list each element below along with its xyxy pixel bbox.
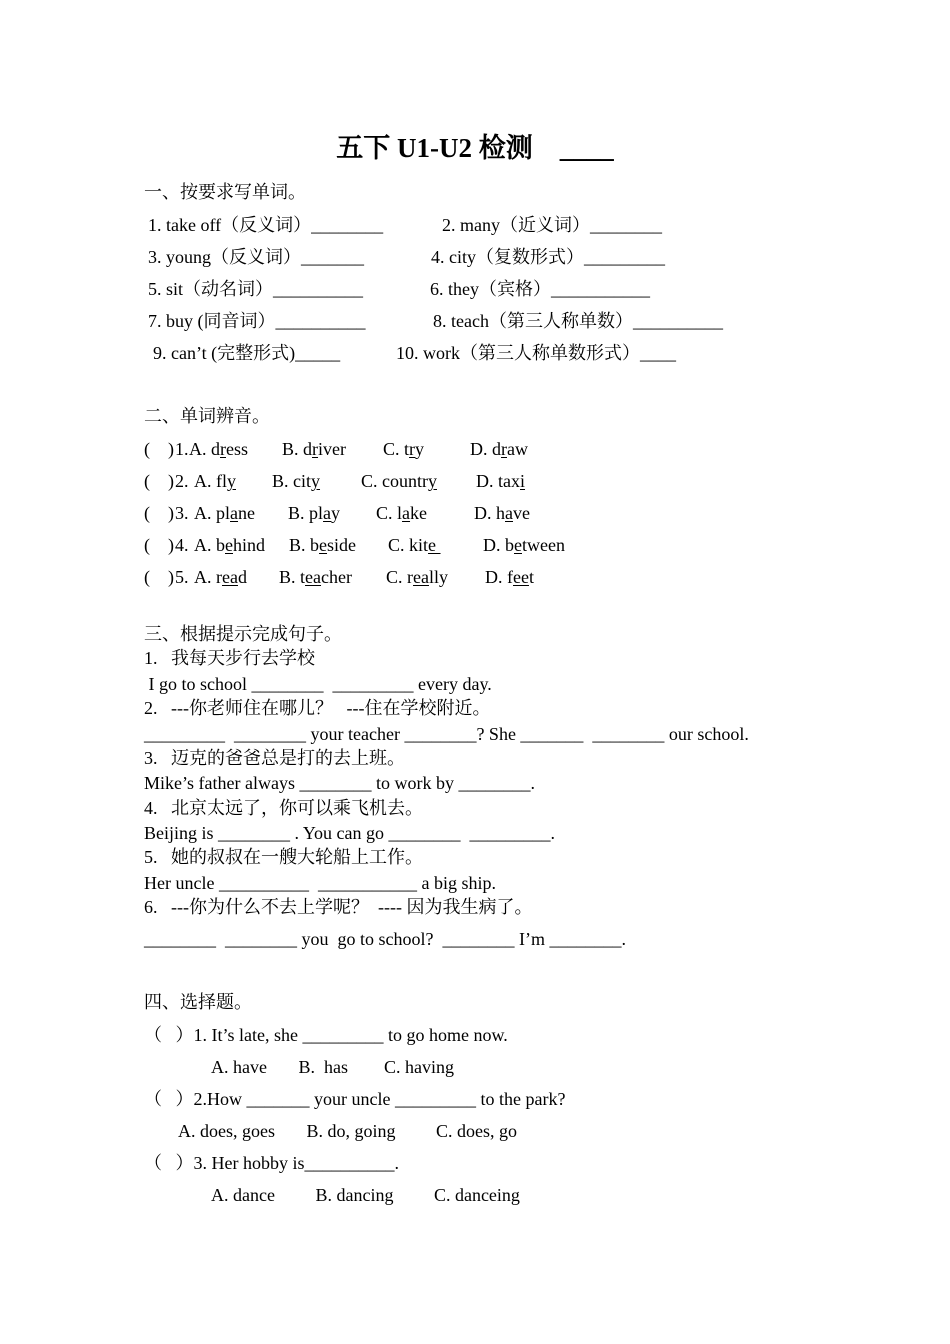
word-part: cit bbox=[293, 471, 312, 491]
word-part: ess bbox=[226, 439, 248, 459]
phonics-option bbox=[282, 438, 346, 460]
option-letter: C. bbox=[388, 535, 405, 555]
word-part: l bbox=[397, 503, 403, 523]
phonics-option bbox=[272, 470, 320, 492]
q1-item: 9. can’t (完整形式)_____ bbox=[153, 343, 341, 363]
item-number: 1. bbox=[175, 439, 189, 459]
word-part: ve bbox=[513, 503, 530, 523]
phonics-option bbox=[383, 438, 424, 460]
option-letter: D. bbox=[485, 567, 503, 587]
word-part: ne bbox=[238, 503, 256, 523]
phonics-option bbox=[474, 502, 530, 524]
underlined-letters: y bbox=[227, 471, 236, 491]
sentence-line: 6. ---你为什么不去上学呢？ ---- 因为我生病了。 bbox=[144, 897, 533, 917]
underlined-letters: a bbox=[402, 503, 411, 523]
underlined-letters: y bbox=[311, 471, 321, 491]
option-letter: C. bbox=[386, 567, 403, 587]
phonics-option bbox=[279, 566, 352, 588]
option-letter: B. bbox=[289, 535, 306, 555]
option-letter: A. bbox=[194, 567, 212, 587]
underlined-letters: e bbox=[514, 535, 522, 555]
q1-item: 4. city（复数形式）_________ bbox=[431, 247, 665, 267]
q1-item: 3. young（反义词）_______ bbox=[148, 247, 364, 267]
item-number: 5. bbox=[175, 567, 189, 587]
choice-options: A. does, goes B. do, going C. does, go bbox=[178, 1121, 517, 1141]
choice-options: A. dance B. dancing C. danceing bbox=[211, 1185, 520, 1205]
option-letter: B. bbox=[288, 503, 305, 523]
q1-item: 6. they（宾格）___________ bbox=[430, 279, 650, 299]
underlined-letters: a bbox=[505, 503, 513, 523]
underlined-letters: ea bbox=[305, 567, 322, 587]
word-part: y bbox=[415, 439, 425, 459]
word-part: lly bbox=[429, 567, 449, 587]
option-letter: C. bbox=[361, 471, 378, 491]
answer-bracket: ( ) bbox=[144, 567, 174, 587]
word-part: d bbox=[237, 567, 247, 587]
word-part: y bbox=[331, 503, 341, 523]
phonics-option bbox=[485, 566, 534, 588]
word-part: h bbox=[496, 503, 505, 523]
underlined-letters: e bbox=[225, 535, 233, 555]
answer-bracket: ( ) bbox=[144, 471, 174, 491]
section-heading: 一、按要求写单词。 bbox=[144, 182, 306, 202]
phonics-option bbox=[483, 534, 565, 556]
q1-item: 5. sit（动名词）__________ bbox=[148, 279, 364, 299]
phonics-option bbox=[289, 534, 356, 556]
phonics-option bbox=[470, 438, 528, 460]
word-part: ke bbox=[410, 503, 428, 523]
phonics-option bbox=[194, 566, 247, 588]
underlined-letters: e bbox=[319, 535, 328, 555]
choice-question: （ ）1. It’s late, she _________ to go home now. bbox=[144, 1025, 508, 1045]
word-part: kit bbox=[409, 535, 429, 555]
sentence-line: Mike’s father always ________ to work by ________. bbox=[144, 773, 535, 793]
choice-question: （ ）3. Her hobby is__________. bbox=[144, 1153, 399, 1173]
option-letter: B. bbox=[272, 471, 289, 491]
answer-bracket: ( ) bbox=[144, 503, 174, 523]
word-part: r bbox=[407, 567, 414, 587]
phonics-option bbox=[194, 502, 255, 524]
sentence-line: ________ ________ you go to school? ________ I’m ________. bbox=[144, 929, 626, 949]
option-letter: C. bbox=[376, 503, 393, 523]
option-letter: D. bbox=[483, 535, 501, 555]
word-part: b bbox=[216, 535, 225, 555]
sentence-line: Her uncle __________ ___________ a big ship. bbox=[144, 873, 496, 893]
word-part: r bbox=[216, 567, 222, 587]
phonics-option bbox=[388, 534, 441, 556]
word-part: b bbox=[505, 535, 514, 555]
phonics-option bbox=[476, 470, 525, 492]
option-letter: B. bbox=[282, 439, 299, 459]
item-number: 4. bbox=[175, 535, 189, 555]
option-letter: A. bbox=[194, 471, 212, 491]
word-part: fl bbox=[216, 471, 227, 491]
sentence-line: 1. 我每天步行去学校 bbox=[144, 648, 315, 668]
word-part: d bbox=[211, 439, 220, 459]
underlined-letters: r bbox=[312, 439, 319, 459]
answer-bracket: ( ) bbox=[144, 439, 174, 459]
item-number: 2. bbox=[175, 471, 189, 491]
word-part: pl bbox=[309, 503, 324, 523]
underlined-letters: ea bbox=[413, 567, 429, 587]
word-part: hind bbox=[233, 535, 266, 555]
phonics-option bbox=[386, 566, 448, 588]
underlined-letters: i bbox=[520, 471, 526, 491]
word-part: t bbox=[300, 567, 306, 587]
sentence-line: 3. 迈克的爸爸总是打的去上班。 bbox=[144, 748, 405, 768]
word-part: pl bbox=[216, 503, 231, 523]
option-letter: D. bbox=[474, 503, 492, 523]
q1-item: 2. many（近义词）________ bbox=[442, 215, 662, 235]
sentence-line: 4. 北京太远了，你可以乘飞机去。 bbox=[144, 798, 423, 818]
section-heading: 四、选择题。 bbox=[144, 992, 252, 1012]
word-part: side bbox=[327, 535, 357, 555]
underlined-letters: e bbox=[428, 535, 441, 555]
underlined-letters: y bbox=[428, 471, 437, 491]
sentence-line: I go to school ________ _________ every day. bbox=[144, 674, 492, 694]
phonics-option bbox=[361, 470, 437, 492]
sentence-line: 2. ---你老师住在哪儿？ ---住在学校附近。 bbox=[144, 698, 491, 718]
section-heading: 三、根据提示完成句子。 bbox=[144, 624, 342, 644]
option-letter: A. bbox=[189, 439, 207, 459]
item-number: 3. bbox=[175, 503, 189, 523]
phonics-option bbox=[194, 470, 236, 492]
word-part: countr bbox=[382, 471, 428, 491]
word-part: d bbox=[492, 439, 501, 459]
phonics-option bbox=[194, 534, 265, 556]
option-letter: B. bbox=[279, 567, 296, 587]
word-part: tax bbox=[498, 471, 520, 491]
word-part: cher bbox=[321, 567, 352, 587]
answer-bracket: ( ) bbox=[144, 535, 174, 555]
underlined-letters: r bbox=[220, 439, 226, 459]
option-letter: D. bbox=[476, 471, 494, 491]
word-part: b bbox=[310, 535, 320, 555]
option-letter: A. bbox=[194, 535, 212, 555]
word-part: t bbox=[404, 439, 410, 459]
underlined-letters: a bbox=[323, 503, 332, 523]
q1-item: 1. take off（反义词）________ bbox=[148, 215, 384, 235]
choice-options: A. have B. has C. having bbox=[211, 1057, 454, 1077]
choice-question: （ ）2.How _______ your uncle _________ to the park? bbox=[144, 1089, 566, 1109]
phonics-option bbox=[376, 502, 427, 524]
option-letter: C. bbox=[383, 439, 400, 459]
word-part: iver bbox=[318, 439, 346, 459]
section-heading: 二、单词辨音。 bbox=[144, 406, 270, 426]
sentence-line: Beijing is ________ . You can go ________ _________. bbox=[144, 823, 556, 843]
word-part: d bbox=[303, 439, 313, 459]
q1-item: 8. teach（第三人称单数）__________ bbox=[433, 311, 723, 331]
word-part: tween bbox=[522, 535, 565, 555]
page-title: 五下 U1-U2 检测 ____ bbox=[336, 133, 614, 163]
word-part: t bbox=[528, 567, 534, 587]
sentence-line: 5. 她的叔叔在一艘大轮船上工作。 bbox=[144, 847, 423, 867]
option-letter: A. bbox=[194, 503, 212, 523]
q1-item: 7. buy (同音词）__________ bbox=[148, 311, 366, 331]
underlined-letters: r bbox=[501, 439, 507, 459]
sentence-line: _________ ________ your teacher ________? She _______ ________ our school. bbox=[144, 724, 749, 744]
option-letter: D. bbox=[470, 439, 488, 459]
word-part: aw bbox=[507, 439, 528, 459]
underlined-letters: r bbox=[409, 439, 416, 459]
q1-item: 10. work（第三人称单数形式）____ bbox=[396, 343, 676, 363]
word-part: f bbox=[507, 567, 513, 587]
phonics-option bbox=[189, 438, 248, 460]
underlined-letters: ee bbox=[513, 567, 529, 587]
underlined-letters: ea bbox=[222, 567, 238, 587]
underlined-letters: a bbox=[230, 503, 239, 523]
phonics-option bbox=[288, 502, 340, 524]
